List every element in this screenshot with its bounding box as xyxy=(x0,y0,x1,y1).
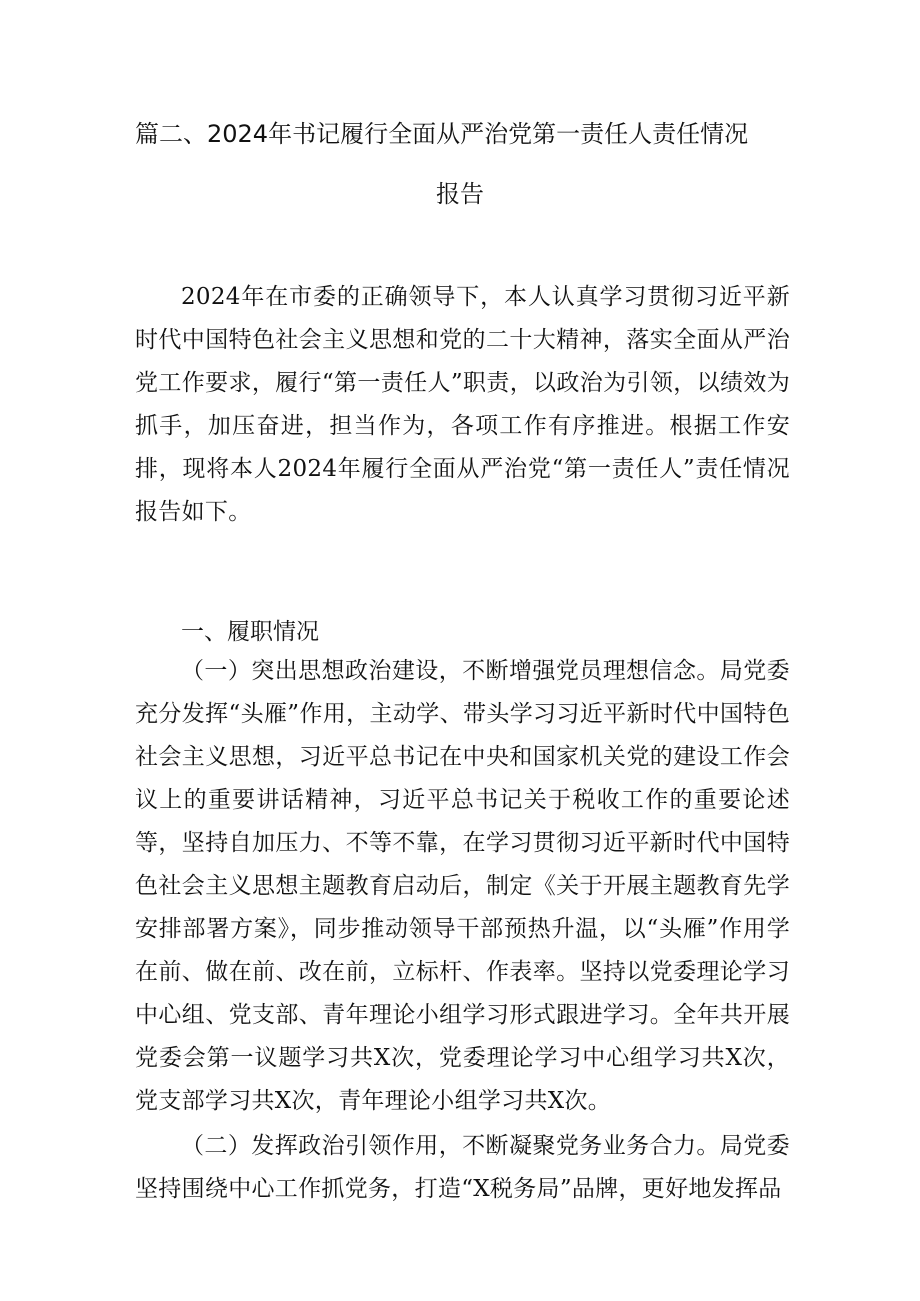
document-title-line1: 篇二、2024年书记履行全面从严治党第一责任人责任情况 xyxy=(135,120,749,148)
section-heading-1: 一、履职情况 xyxy=(181,619,319,645)
intro-paragraph: 2024年在市委的正确领导下，本人认真学习贯彻习近平新时代中国特色社会主义思想和党的二十大精神，落实全面从严治党工作要求，履行“第一责任人”职责，以政治为引领，以绩效为抓手，加压奋进，担当作为，各项工作有序推进。根据工作安排，现将本人2024年履行全面从严治党“第一责任人”责任情况报告如下。 xyxy=(135,284,790,525)
section1-item2-paragraph: （二）发挥政治引领作用，不断凝聚党务业务合力。局党委坚持围绕中心工作抓党务，打造“X税务局”品牌，更好地发挥品 xyxy=(135,1133,790,1202)
document-title-line2: 报告 xyxy=(436,180,484,208)
section1-item1-paragraph: （一）突出思想政治建设，不断增强党员理想信念。局党委充分发挥“头雁”作用，主动学、带头学习习近平新时代中国特色社会主义思想，习近平总书记在中央和国家机关党的建设工作会议上的重要讲话精神，习近平总书记关于税收工作的重要论述等，坚持自加压力、不等不靠，在学习贯彻习近平新时代中国特色社会主义思想主题教育启动后，制定《关于开展主题教育先学安排部署方案》，同步推动领导干部预热升温，以“头雁”作用学在前、做在前、改在前，立标杆、作表率。坚持以党委理论学习中心组、党支部、青年理论小组学习形式跟进学习。全年共开展党委会第一议题学习共X次，党委理论学习中心组学习共X次，党支部学习共X次，青年理论小组学习共X次。 xyxy=(135,658,790,1114)
